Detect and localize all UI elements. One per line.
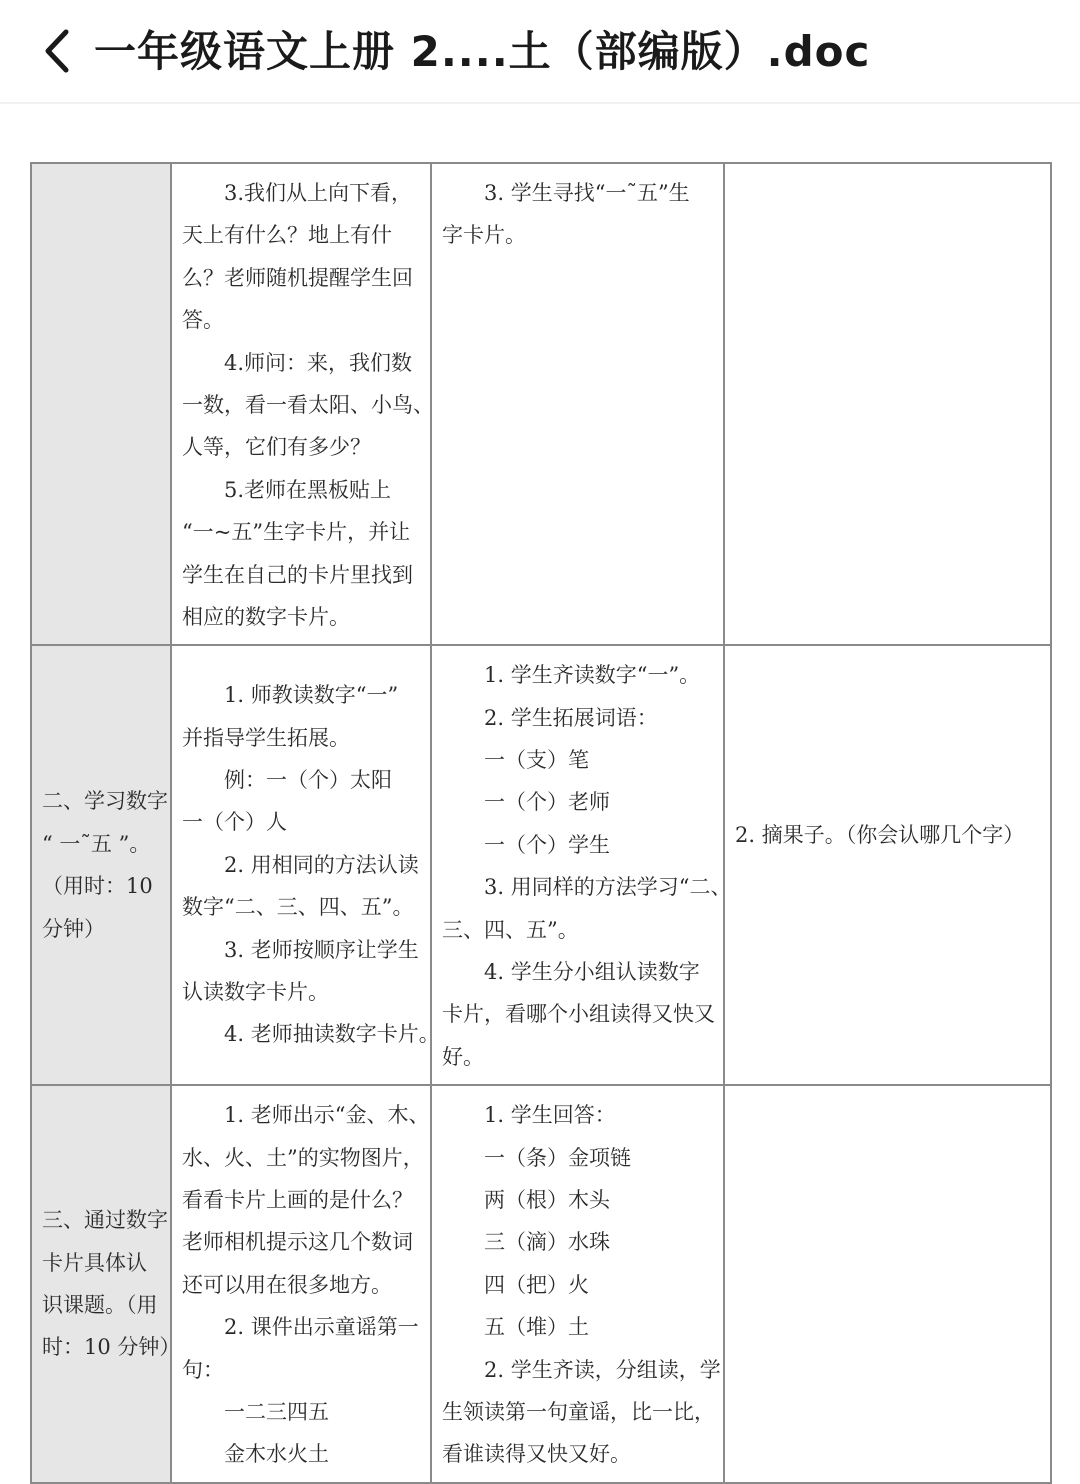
student-activity-cell [431,1085,724,1483]
student-line: 两（根）木头 [484,1187,610,1212]
stage-line: 三、通过数字 [42,1208,168,1233]
student-line: 好。 [442,1044,484,1069]
note-cell [724,1085,1051,1483]
student-line: 五（堆）土 [484,1315,589,1340]
teacher-line: 相应的数字卡片。 [182,604,350,629]
note-line: 2. 摘果子。（你会认哪几个字） [735,823,1025,848]
teacher-line: 3. 老师按顺序让学生 [224,937,419,962]
table-row [31,645,1051,1085]
lesson-plan-table [30,162,1052,1484]
document-title: 一年级语文上册 2....土（部编版）.doc [94,27,871,76]
student-activity-cell [431,645,732,1085]
table-row [31,1085,1051,1483]
teacher-activity-cell [171,163,434,645]
teacher-line: 老师相机提示这几个数词 [182,1230,413,1255]
teacher-line: 水、火、土”的实物图片， [182,1145,424,1170]
student-line: 生领读第一句童谣，比一比， [442,1399,715,1424]
student-line: 三、四、五”。 [442,917,579,942]
student-line: 一（支）笔 [484,748,589,773]
teacher-line: 么？老师随机提醒学生回 [182,265,413,290]
teacher-line: 一二三四五 [224,1399,329,1424]
stage-line: 卡片具体认 [42,1250,147,1275]
student-line: 一（个）学生 [484,832,610,857]
student-line: 一（条）金项链 [484,1145,631,1170]
teacher-line: 学生在自己的卡片里找到 [182,562,413,587]
stage-cell [31,1085,181,1483]
teacher-line: 并指导学生拓展。 [182,725,350,750]
student-line: 3. 用同样的方法学习“二、 [484,875,732,900]
teacher-line: 一（个）人 [182,810,287,835]
student-line: 字卡片。 [442,223,526,248]
stage-line: “ 一˜五 ”。 [42,831,151,856]
note-cell [724,163,1051,645]
teacher-line: 5.老师在黑板贴上 [224,477,392,502]
stage-line: 识课题。（用 [42,1292,158,1317]
teacher-line: 2. 课件出示童谣第一 [224,1315,419,1340]
teacher-line: “一~五”生字卡片，并让 [182,520,411,545]
stage-line: 时：10 分钟） [42,1335,181,1360]
teacher-line: 还可以用在很多地方。 [182,1272,392,1297]
teacher-line: 一数，看一看太阳、小鸟、 [182,392,434,417]
student-line: 四（把）火 [484,1272,589,1297]
teacher-line: 4. 老师抽读数字卡片。 [224,1022,440,1047]
table-row [31,163,1051,645]
student-line: 一（个）老师 [484,790,610,815]
student-line: 看谁读得又快又好。 [442,1442,631,1467]
stage-cell [31,645,171,1085]
teacher-line: 4.师问：来，我们数 [224,350,413,375]
student-line: 卡片，看哪个小组读得又快又 [442,1002,715,1027]
student-line: 1. 学生回答： [484,1103,616,1128]
student-line: 2. 学生齐读，分组读，学 [484,1357,721,1382]
teacher-line: 人等，它们有多少？ [182,435,371,460]
teacher-line: 看看卡片上画的是什么？ [182,1187,413,1212]
student-activity-cell [431,163,724,645]
stage-line: 分钟） [42,916,105,941]
teacher-line: 1. 师教读数字“一” [224,683,399,708]
teacher-line: 2. 用相同的方法认读 [224,852,419,877]
student-line: 2. 学生拓展词语： [484,705,658,730]
chevron-left-icon [38,26,78,76]
teacher-activity-cell [171,1085,431,1483]
teacher-line: 金木水火土 [224,1442,329,1467]
teacher-line: 答。 [182,308,224,333]
teacher-line: 句： [182,1357,224,1382]
student-line: 3. 学生寻找“一˜五”生 [484,181,690,205]
stage-cell [31,163,171,645]
student-line: 1. 学生齐读数字“一”。 [484,663,701,688]
teacher-line: 3.我们从上向下看， [224,181,413,205]
teacher-activity-cell [171,645,440,1085]
teacher-line: 1. 老师出示“金、木、 [224,1103,430,1128]
top-bar [0,0,1080,104]
back-button[interactable] [38,26,78,76]
student-line: 三（滴）水珠 [484,1230,610,1255]
teacher-line: 例：一（个）太阳 [224,768,392,793]
note-cell [724,645,1051,1085]
teacher-line: 天上有什么？地上有什 [182,223,392,248]
stage-line: （用时：10 [42,874,153,899]
stage-line: 二、学习数字 [42,789,168,814]
teacher-line: 数字“二、三、四、五”。 [182,895,414,920]
teacher-line: 认读数字卡片。 [182,980,329,1005]
student-line: 4. 学生分小组认读数字 [484,960,700,985]
